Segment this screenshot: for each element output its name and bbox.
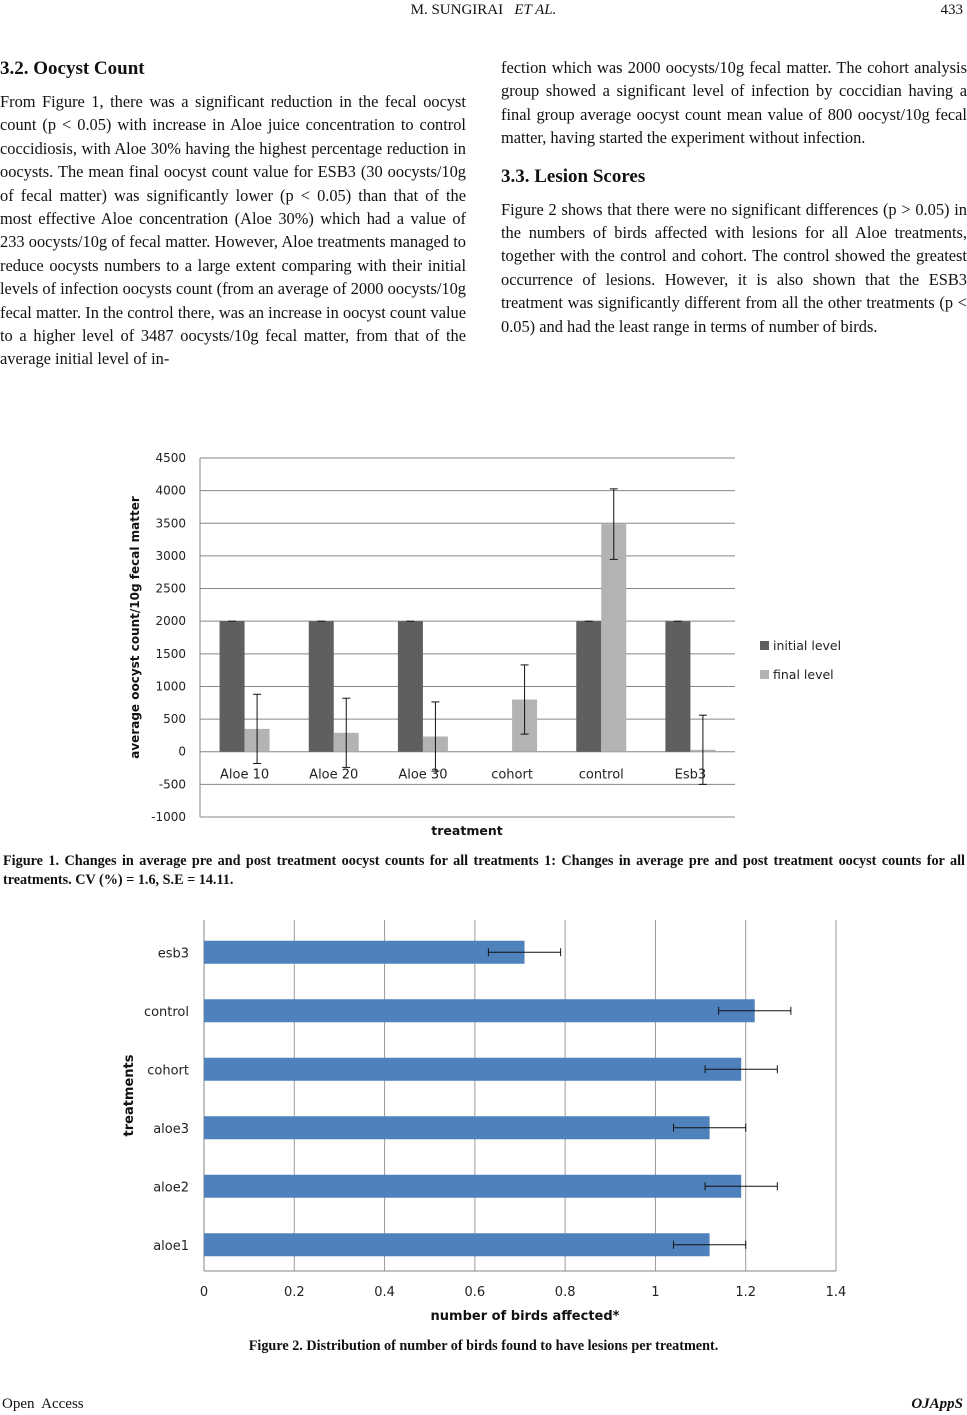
lesion-bar [204, 941, 525, 964]
figure-2-chart [115, 915, 855, 1325]
lesion-bar [204, 1233, 710, 1256]
y-tick-label: 2000 [155, 614, 186, 629]
header-authors: M. SUNGIRAI [410, 2, 504, 18]
oocyst-paragraph-continued: fection which was 2000 oocysts/10g fecal matter. The cohort analysis group showed a significant level of infection by coccidian having a final group average oocyst count mean value of 800 oocyst/10g fecal matter, having started the experiment without infection. [501, 58, 967, 148]
lesion-bar-chart [115, 915, 855, 1325]
y-category-label: control [143, 1004, 189, 1020]
section-heading-oocyst-count: 3.2. Oocyst Count [0, 58, 145, 79]
lesion-bar [204, 1058, 741, 1081]
y-tick-label: 4500 [155, 451, 186, 465]
initial-level-bar [665, 621, 690, 752]
y-tick-label: 0 [178, 744, 186, 759]
x-axis-label: treatment [431, 823, 503, 838]
x-category-label: Aloe 20 [309, 767, 359, 783]
y-category-label: cohort [147, 1063, 189, 1079]
y-tick-label: 2500 [155, 581, 186, 596]
y-tick-label: -1000 [151, 810, 186, 824]
y-axis-label: average oocyst count/10g fecal matter [128, 496, 142, 759]
y-tick-label: 500 [163, 712, 186, 727]
y-category-label: aloe3 [153, 1121, 189, 1137]
section-heading-lesion-scores: 3.3. Lesion Scores [501, 165, 646, 187]
lesion-bar [204, 1116, 710, 1139]
y-tick-label: -500 [158, 777, 186, 792]
x-tick-label: 1.4 [825, 1285, 847, 1300]
right-column [501, 56, 967, 338]
y-tick-label: 1500 [155, 646, 186, 661]
y-tick-label: 4000 [155, 483, 186, 498]
initial-level-bar [398, 621, 423, 752]
x-tick-label: 0.6 [464, 1285, 486, 1300]
x-category-label: Esb3 [674, 767, 707, 783]
oocyst-bar-chart [125, 445, 860, 845]
initial-level-bar [309, 621, 334, 752]
x-tick-label: 1 [651, 1285, 660, 1300]
initial-level-bar [220, 621, 245, 752]
y-category-label: esb3 [157, 946, 189, 962]
x-category-label: control [578, 767, 624, 783]
running-header [0, 2, 967, 19]
y-category-label: aloe1 [153, 1238, 189, 1254]
lesion-bar [204, 1175, 741, 1198]
x-category-label: cohort [491, 767, 533, 783]
x-tick-label: 0.2 [283, 1285, 305, 1300]
left-column [0, 56, 466, 371]
y-tick-label: 1000 [155, 679, 186, 694]
figure-1-chart [125, 445, 860, 845]
x-category-label: Aloe 10 [220, 767, 270, 783]
figure-2-caption: Figure 2. Distribution of number of birds found to have lesions per treatment. [248, 1338, 719, 1354]
x-tick-label: 1.2 [735, 1285, 757, 1300]
page-number: 433 [940, 2, 963, 18]
x-tick-label: 0.8 [554, 1285, 576, 1300]
x-tick-label: 0 [199, 1285, 209, 1300]
legend-swatch [760, 641, 769, 650]
footer-journal: OJAppS [911, 1396, 963, 1412]
lesion-paragraph: Figure 2 shows that there were no significant differences (p > 0.05) in the numbers of birds affected with lesions for all Aloe treatments, together with the control and cohort. The control showed the greatest occurrence of lesions. However, it is also shown that the ESB3 treatment was significantly different from all the other treatments (p < 0.05) and had the least range in terms of number of birds. [501, 199, 967, 336]
y-category-label: aloe2 [153, 1180, 189, 1196]
legend-label: initial level [773, 638, 842, 653]
footer-open-access: Open Access [2, 1396, 84, 1412]
lesion-bar [204, 999, 755, 1022]
y-tick-label: 3500 [155, 516, 186, 531]
y-axis-label: treatments [122, 1054, 137, 1137]
x-axis-label: number of birds affected* [430, 1309, 620, 1324]
oocyst-paragraph: From Figure 1, there was a significant reduction in the fecal oocyst count (p < 0.05) with increase in Aloe juice concentration to control coccidiosis, with Aloe 30% having the highest percentage reduction in oocysts. The mean final oocyst count value for ESB3 (30 oocysts/10g of fecal matter) was significantly lower (p < 0.05) than that of the most effective Aloe concentration (Aloe 30%) which had a value of 233 oocysts/10g of fecal matter. However, Aloe treatments managed to reduce oocysts numbers to a large extent comparing with their initial levels of infection oocysts count (from an average of 2000 oocysts/10g fecal matter. In the control there, was an increase in oocyst count value to a higher level of 3487 oocysts/10g fecal matter, from that of the average initial level of in- [0, 92, 466, 369]
legend-label: final level [773, 667, 834, 682]
figure-1-caption: Figure 1. Changes in average pre and post treatment oocyst counts for all treatments 1: Changes in average pre and post treatment oocyst counts for all treatments. CV (%) = 1.6, S.E = 14.11. [3, 853, 965, 888]
legend-swatch [760, 670, 769, 679]
header-etal: ET AL. [514, 2, 557, 18]
initial-level-bar [576, 621, 601, 752]
x-category-label: Aloe 30 [398, 767, 448, 783]
x-tick-label: 0.4 [374, 1285, 395, 1300]
y-tick-label: 3000 [155, 548, 186, 563]
